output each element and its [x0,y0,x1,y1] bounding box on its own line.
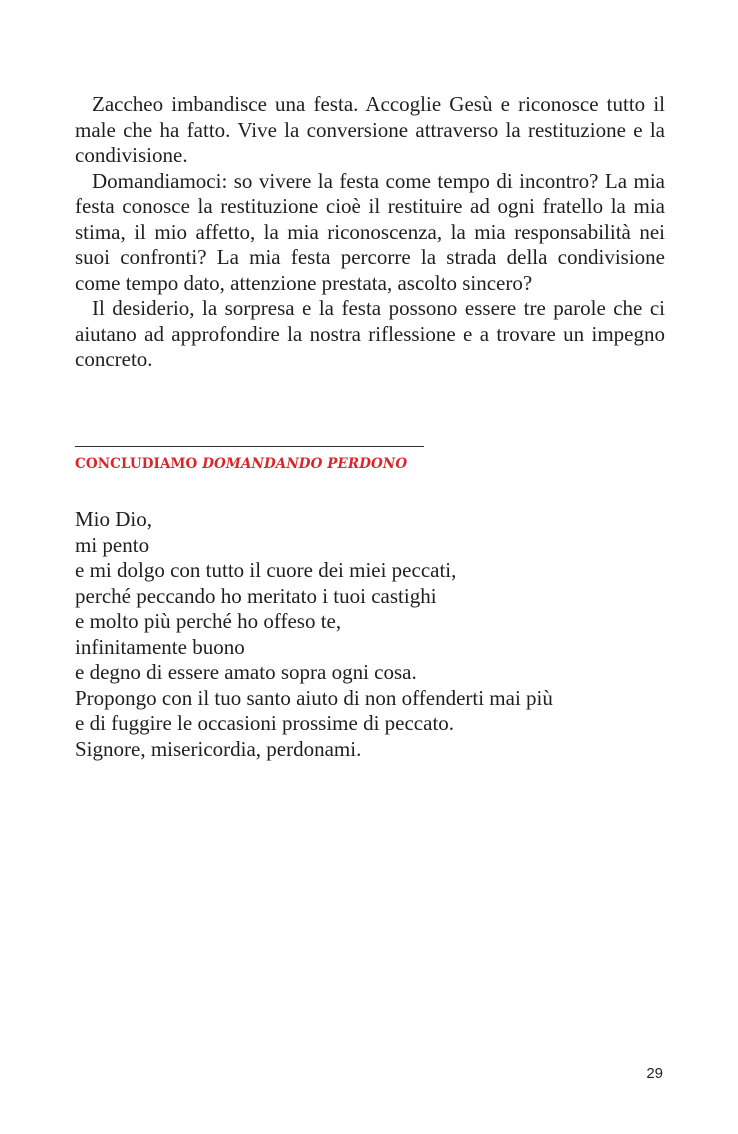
section-heading [75,456,407,472]
reflection-text [75,92,665,373]
paragraph-desiderio: Il desiderio, la sorpresa e la festa possono essere tre parole che ci aiutano ad approfondire la nostra riflessione e a trovare un impegno concreto. [75,296,665,371]
prayer-line: infinitamente buono [75,634,245,659]
section-heading-italic: DOMANDANDO PERDONO [202,456,408,472]
prayer-line: e molto più perché ho offeso te, [75,609,342,633]
page-number: 29 [646,1065,663,1082]
prayer-line: Signore, misericordia, perdonami. [75,736,362,761]
prayer-line: Propongo con il tuo santo aiuto di non offenderti mai più [75,685,553,710]
prayer-line: perché peccando ho meritato i tuoi castighi [75,583,437,608]
prayer-line: mi pento [75,532,150,557]
paragraph-zaccheo: Zaccheo imbandisce una festa. Accoglie Gesù e riconosce tutto il male che ha fatto. Vive la conversione attraverso la restituzione e la condivisione. [75,92,665,167]
prayer-text [75,507,665,762]
prayer-line: e mi dolgo con tutto il cuore dei miei peccati, [75,558,457,582]
prayer-line: Mio Dio, [75,507,153,531]
section-heading-regular: CONCLUDIAMO [75,456,198,472]
section-divider [75,446,424,447]
prayer-line: e di fuggire le occasioni prossime di peccato. [75,711,455,735]
page-content [75,92,665,373]
prayer-line: e degno di essere amato sopra ogni cosa. [75,660,417,684]
paragraph-domandiamoci: Domandiamoci: so vivere la festa come tempo di incontro? La mia festa conosce la restituzione cioè il restituire ad ogni fratello la mia stima, il mio affetto, la mia riconoscenza, la mia responsabilità nei suoi confronti? La mia festa percorre la strada della condivisione come tempo dato, attenzione prestata, ascolto sincero? [75,168,665,295]
